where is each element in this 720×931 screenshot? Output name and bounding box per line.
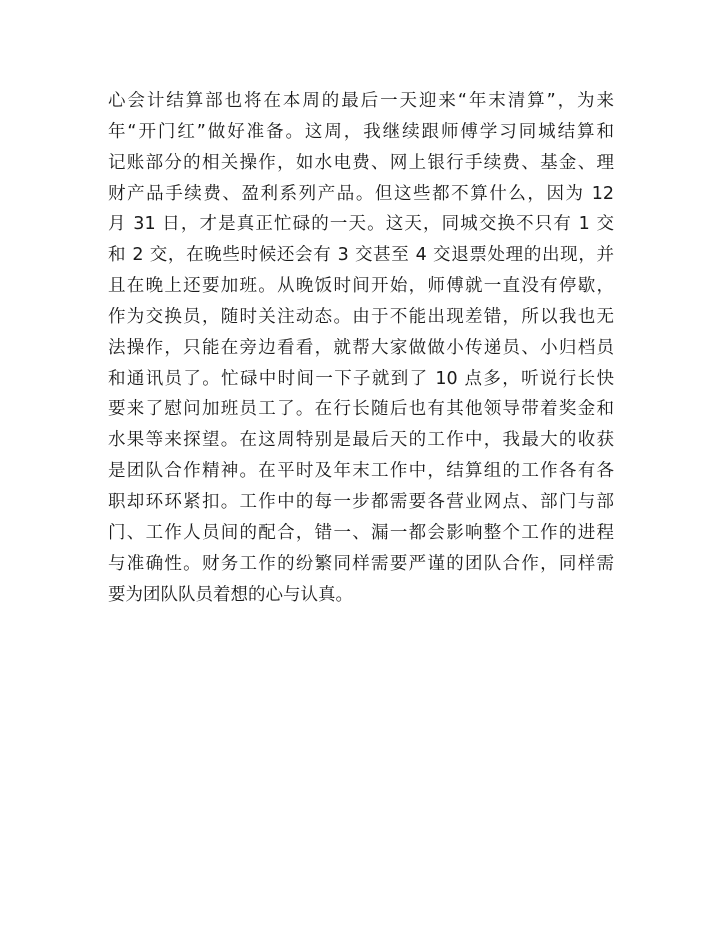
text-line: 财产品手续费、盈利系列产品。但这些都不算什么，因为 12: [108, 183, 614, 204]
text-line: 门、工作人员间的配合，错一、漏一都会影响整个工作的进程: [108, 522, 614, 543]
text-line: 和 2 交，在晚些时候还会有 3 交甚至 4 交退票处理的出现，并: [108, 245, 614, 266]
text-line: 是团队合作精神。在平时及年末工作中，结算组的工作各有各: [108, 461, 614, 482]
text-line: 记账部分的相关操作，如水电费、网上银行手续费、基金、理: [108, 152, 614, 173]
text-line: 作为交换员，随时关注动态。由于不能出现差错，所以我也无: [108, 306, 614, 327]
text-line: 心会计结算部也将在本周的最后一天迎来“年末清算”，为来: [108, 91, 614, 111]
text-line: 法操作，只能在旁边看看，就帮大家做做小传递员、小归档员: [108, 337, 614, 358]
text-line: 月 31 日，才是真正忙碌的一天。这天，同城交换不只有 1 交: [108, 214, 614, 235]
text-line: 年“开门红”做好准备。这周，我继续跟师傅学习同城结算和: [108, 121, 614, 142]
text-line: 水果等来探望。在这周特别是最后天的工作中，我最大的收获: [108, 430, 614, 451]
text-line: 职却环环紧扣。工作中的每一步都需要各营业网点、部门与部: [108, 491, 614, 512]
text-line: 且在晚上还要加班。从晚饭时间开始，师傅就一直没有停歇，: [108, 276, 614, 297]
body-paragraph: [108, 86, 614, 610]
text-line: 要来了慰问加班员工了。在行长随后也有其他领导带着奖金和: [108, 399, 614, 420]
text-line: 和通讯员了。忙碌中时间一下子就到了 10 点多，听说行长快: [108, 368, 614, 389]
text-line: 要为团队队员着想的心与认真。: [108, 584, 353, 605]
text-line: 与准确性。财务工作的纷繁同样需要严谨的团队合作，同样需: [108, 553, 614, 574]
